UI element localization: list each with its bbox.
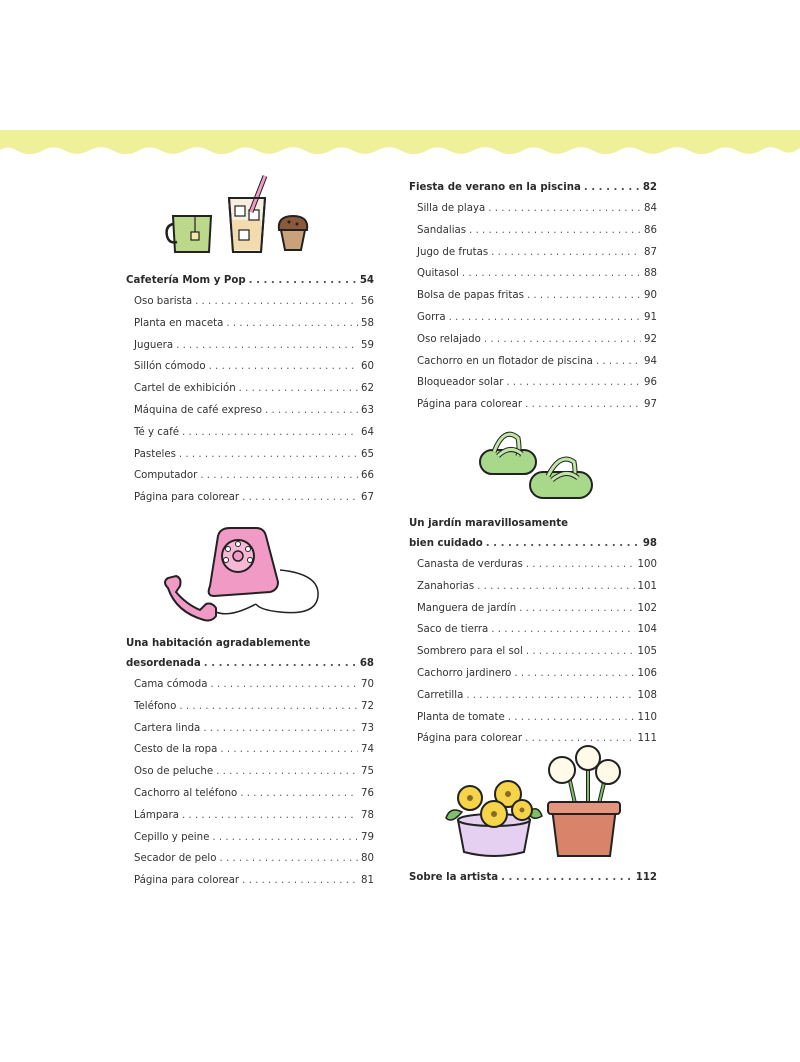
toc-entry[interactable]: Saco de tierra . . . 104 — [409, 619, 657, 641]
toc-right-column-3 — [409, 868, 657, 888]
section-title: Sobre la artista — [409, 872, 499, 883]
section-title-row[interactable] — [409, 514, 657, 554]
toc-entry[interactable]: Quitasol . . . 88 — [409, 263, 657, 285]
cafe-illustration — [165, 172, 325, 260]
toc-section — [409, 178, 657, 416]
section-title-row[interactable] — [409, 178, 657, 198]
toc-entry[interactable]: Secador de pelo . . . 80 — [126, 848, 374, 870]
toc-entry[interactable]: Bolsa de papas fritas . . . 90 — [409, 285, 657, 307]
toc-entry[interactable]: Cartel de exhibición . . . 62 — [126, 378, 374, 400]
mug-icon — [167, 216, 211, 252]
toc-section — [126, 634, 374, 892]
toc-right-column-2 — [409, 514, 657, 750]
section-title: Fiesta de verano en la piscina — [409, 182, 581, 193]
toc-left-column-2 — [126, 634, 374, 892]
section-page: 82 — [642, 182, 657, 193]
toc-entry[interactable]: Página para colorear . . . 81 — [126, 870, 374, 892]
purple-pot-flowers — [446, 781, 542, 856]
toc-entry[interactable]: Silla de playa . . . 84 — [409, 198, 657, 220]
toc-entry[interactable]: Lámpara . . . 78 — [126, 805, 374, 827]
toc-entry[interactable]: Cachorro jardinero . . . 106 — [409, 663, 657, 685]
section-page: 98 — [642, 538, 657, 549]
toc-entry[interactable]: Cachorro en un flotador de piscina . . . 94 — [409, 351, 657, 373]
toc-entry[interactable]: Canasta de verduras . . . 100 — [409, 554, 657, 576]
toc-entry[interactable]: Página para colorear . . . 111 — [409, 728, 657, 750]
section-title-line1: Una habitación agradablemente — [126, 638, 311, 649]
toc-entry[interactable]: Cepillo y peine . . . 79 — [126, 827, 374, 849]
toc-entry[interactable]: Zanahorias . . . 101 — [409, 576, 657, 598]
toc-entry[interactable]: Jugo de frutas . . . 87 — [409, 242, 657, 264]
section-page: 54 — [359, 275, 374, 286]
terracotta-pot-flowers — [548, 746, 620, 856]
iced-drink-icon — [229, 176, 265, 252]
toc-entry[interactable]: Sandalias . . . 86 — [409, 220, 657, 242]
flower-pots-icon — [438, 742, 628, 864]
toc-entry[interactable]: Planta de tomate . . . 110 — [409, 707, 657, 729]
toc-entry[interactable]: Sombrero para el sol . . . 105 — [409, 641, 657, 663]
toc-entry[interactable]: Sillón cómodo . . . 60 — [126, 356, 374, 378]
toc-entry[interactable]: Oso de peluche . . . 75 — [126, 761, 374, 783]
toc-section — [126, 271, 374, 509]
toc-section — [409, 868, 657, 888]
toc-entry[interactable]: Cachorro al teléfono . . . 76 — [126, 783, 374, 805]
toc-entry[interactable]: Oso relajado . . . 92 — [409, 329, 657, 351]
rotary-phone-icon — [160, 522, 330, 634]
toc-entry[interactable]: Pasteles . . . 65 — [126, 444, 374, 466]
toc-entry[interactable]: Máquina de café expreso . . . 63 — [126, 400, 374, 422]
section-title-row[interactable] — [409, 868, 657, 888]
section-title-line1: Un jardín maravillosamente — [409, 518, 569, 529]
toc-entry[interactable]: Oso barista . . . 56 — [126, 291, 374, 313]
toc-entry[interactable]: Computador . . . 66 — [126, 465, 374, 487]
muffin-icon — [279, 216, 307, 250]
toc-entry[interactable]: Carretilla . . . 108 — [409, 685, 657, 707]
section-title-row[interactable] — [126, 271, 374, 291]
toc-entry[interactable]: Cama cómoda . . . 70 — [126, 674, 374, 696]
toc-entry[interactable]: Cartera linda . . . 73 — [126, 718, 374, 740]
toc-entry[interactable]: Gorra . . . 91 — [409, 307, 657, 329]
section-title: Cafetería Mom y Pop — [126, 275, 246, 286]
header-band — [0, 130, 800, 158]
toc-entry[interactable]: Planta en maceta . . . 58 — [126, 313, 374, 335]
toc-entry[interactable]: Cesto de la ropa . . . 74 — [126, 739, 374, 761]
toc-entry[interactable]: Manguera de jardín . . . 102 — [409, 598, 657, 620]
section-page: 68 — [359, 658, 374, 669]
toc-entry[interactable]: Página para colorear . . . 67 — [126, 487, 374, 509]
toc-section — [409, 514, 657, 750]
toc-entry[interactable]: Teléfono . . . 72 — [126, 696, 374, 718]
toc-entry[interactable]: Juguera . . . 59 — [126, 335, 374, 357]
sandals-icon — [474, 426, 604, 504]
toc-entry[interactable]: Té y café . . . 64 — [126, 422, 374, 444]
toc-right-column — [409, 178, 657, 416]
section-page: 112 — [635, 872, 657, 883]
toc-entry[interactable]: Página para colorear . . . 97 — [409, 394, 657, 416]
section-title-line2: bien cuidado — [409, 538, 483, 549]
section-title-line2: desordenada — [126, 658, 201, 669]
section-title-row[interactable] — [126, 634, 374, 674]
toc-entry[interactable]: Bloqueador solar . . . 96 — [409, 372, 657, 394]
toc-left-column — [126, 271, 374, 509]
